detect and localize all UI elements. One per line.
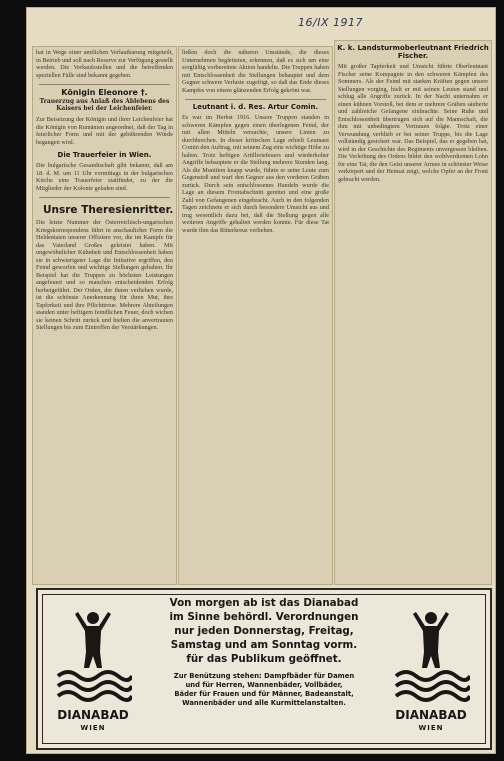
column-text: Die letzte Nummer der Österreichisch-ungarischen Kriegskorrespondenz führt in anschaulicher Form die Heldentaten unserer Offiziere vor, die im Kampfe für das Vaterland Großes geleistet haben. Mit ungewöhnlicher Kühnheit und Entschlossenheit haben sie in schwierigster Lage die Initiative ergriffen, den Feind geworfen und wichtige Stellungen gehalten. Ihr Beispiel hat die Truppen zu höchsten Leistungen angefeuert und so manchen entscheidenden Erfolg herbeigeführt. Der Orden, der ihnen verliehen wurde, ist die schönste Anerkennung für ihren Mut, ihre Tapferkeit und ihre Pflichttreue. Mehrere Abteilungen standen unter heftigem feindlichen Feuer, doch wichen sie keinen Schritt zurück und hielten die anvertrauten Stellungen bis zum Eintreffen der Verstärkungen. [36,219,173,331]
handwritten-date: 16/IX 1917 [298,16,363,29]
ad-announcement [150,596,378,708]
swimmer-icon [54,604,132,704]
ad-brand-name: DIANABAD [395,708,467,722]
ad-line: nur jeden Donnerstag, Freitag, [174,625,354,637]
column-text: Es war im Herbst 1916. Unsere Truppen standen in schweren Kämpfen gegen einen überlegenen Feind, der mit allen Mitteln versuchte, unsere Linien zu durchbrechen. In dieser kritischen Lage erhielt Leutnant Comin den Auftrag, mit seinem Zug eine wichtige Höhe zu halten. Trotz heftigen Artilleriefeuers und wiederholter Angriffe behauptete er die Stellung mehrere Stunden lang. Als die Munition knapp wurde, führte er seine Leute zum Gegenstoß und warf den Gegner aus den vorderen Gräben zurück. Durch sein entschlossenes Handeln wurde die Lage an diesem Frontabschnitt gerettet und eine große Zahl von Gefangenen eingebracht. Auch in den folgenden Tagen zeichnete er sich durch besondere Umsicht aus und trug wesentlich dazu bei, daß die Stellung gegen alle weiteren Angriffe gehalten werden konnte. Für diese Tat wurde ihm das Ritterkreuz verliehen. [182,114,329,234]
ad-city: WIEN [80,724,106,732]
dianabad-advertisement [36,588,492,750]
ad-note: Bäder für Frauen und für Männer, Badeanstalt, [174,690,354,698]
divider [39,84,170,85]
divider [39,197,170,198]
divider [185,99,326,100]
column-text: Die bulgarische Gesandtschaft gibt bekannt, daß am 18. d. M. um 11 Uhr vormittags in der bulgarischen Kirche eine Trauerfeier stattfindet, zu der die Mitglieder der Kolonie geladen sind. [36,162,173,192]
clipping-column-3 [334,40,492,585]
article-heading: Unsre Theresienritter. [43,204,174,216]
column-text: ließen doch die näheren Umstände, die dieses Unternehmen begleiteten, erkennen, daß es sich um eine sorgfältig vorbereitete Aktion handelte. Die Truppen haben mit Entschlossenheit die Stellungen behauptet und dem Gegner schwere Verluste zugefügt, so daß das Ende dieses Kampfes von einem glänzenden Erfolg gekrönt war. [182,49,329,94]
ad-line: im Sinne behördl. Verordnungen [169,611,359,623]
ad-note: und für Herren, Wannenbäder, Vollbäder, [185,681,343,689]
swimmer-icon [392,604,470,704]
ad-line: Von morgen ab ist das Dianabad [169,597,359,609]
ad-note: Zur Benützung stehen: Dampfbäder für Damen [173,672,355,680]
article-subheading: Trauerzug aus Anlaß des Ablebens des Kaisers bei der Leichenfeier. [39,98,170,112]
column-text: Zur Beisetzung der Königin und ihrer Leichenfeier hat die Königin von Rumänien angeordnet, daß der Tag in feierlicher Form und mit der gebührenden Würde begangen wird. [36,116,173,146]
article-heading: Die Trauerfeier in Wien. [57,151,152,159]
ad-city: WIEN [418,724,444,732]
ad-brand-name: DIANABAD [57,708,129,722]
clipping-column-1 [32,46,177,585]
article-heading: Königin Eleonore †. [61,88,148,97]
clipping-column-2 [178,46,333,585]
ad-note: Wannenbäder und alle Kurmittelanstalten. [182,699,346,707]
column-text: hat in Wege einer amtlichen Verlautbarung mitgeteilt, in Betrieb und soll nach Reserve zur Verfügung gestellt werden. Die Verkaufsstellen und die betreffenden speziellen Fälle sind bekannt gegeben. [36,49,174,79]
article-heading: K. k. Landsturmoberleutnant Friedrich Fischer. [337,44,489,60]
ad-line: für das Publikum geöffnet. [186,653,342,665]
column-text: Mit großer Tapferkeit und Umsicht führte Oberleutnant Fischer seine Kompagnie in den schweren Kämpfen des Sommers. Als der Feind mit starken Kräften gegen unsere Stellungen vorging, hielt er mit seinen Leuten stand und schlug alle Angriffe zurück. In der Nacht unternahm er einen kühnen Vorstoß, bei dem er mehrere Gräben säuberte und zahlreiche Gefangene einbrachte. Seine Ruhe und Entschlossenheit übertrugen sich auf die Mannschaft, die ihm mit unbedingtem Vertrauen folgte. Trotz einer Verwundung verblieb er bei seiner Truppe, bis die Lage vollständig gesichert war. Das Beispiel, das er gegeben hat, wird in der Geschichte des Regiments unvergessen bleiben. Die Verleihung des Ordens bildet den wohlverdienten Lohn für eine Tat, die den Geist unserer Armee in schönster Weise verkörpert und der Heimat zeigt, welche Opfer an der Front gebracht werden. [338,63,488,183]
article-heading: Leutnant i. d. Res. Artur Comin. [192,103,319,111]
ad-line: Samstag und am Sonntag vorm. [170,639,358,651]
